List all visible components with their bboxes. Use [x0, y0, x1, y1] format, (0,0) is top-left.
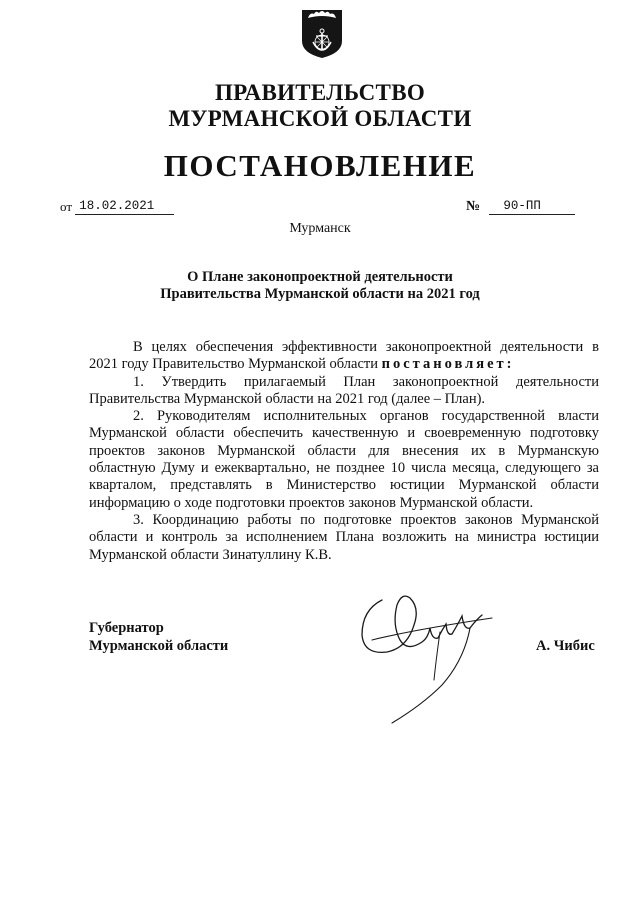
document-body: [89, 339, 599, 564]
number-prefix: №: [466, 199, 481, 214]
clause-2: 2. Руководителям исполнительных органов государственной власти Мурманской области обеспечить качественную и своевременную подготовку проектов законов Мурманской области для внесения их в Мурманскую областную Думу и ежеквартально, не позднее 10 числа месяца, следующего за кварталом, представлять в Министерство юстиции Мурманской области информацию о ходе подготовки проектов законов Мурманской области.: [89, 408, 599, 511]
government-title-line1: ПРАВИТЕЛЬСТВО: [214, 80, 426, 105]
date-value: 18.02.2021: [75, 198, 174, 215]
decree-word: постановляет:: [381, 356, 515, 373]
clause-1: 1. Утвердить прилагаемый План законопроектной деятельности Правительства Мурманской области на 2021 год (далее – План).: [89, 373, 599, 407]
date-prefix: от: [60, 199, 73, 214]
signatory-title: [89, 619, 228, 655]
number-field: [466, 198, 575, 215]
signatory-title-line1: Губернатор: [89, 620, 164, 636]
subject-line2: Правительства Мурманской области на 2021 год: [160, 286, 480, 302]
intro-text: В целях обеспечения эффективности законопроектной деятельности в 2021 году Правительство Мурманской области: [89, 339, 599, 373]
handwritten-signature: [352, 580, 502, 730]
coat-of-arms-emblem: [301, 9, 343, 59]
intro-paragraph: [89, 339, 599, 374]
date-field: [60, 198, 174, 215]
signatory-name: А. Чибис: [536, 638, 595, 654]
clause-3: 3. Координацию работы по подготовке проектов законов Мурманской области и контроль за исполнением Плана возложить на министра юстиции Мурманской области Зинатуллину К.В.: [89, 511, 599, 563]
document-type-heading: ПОСТАНОВЛЕНИЕ: [163, 148, 477, 183]
signatory-title-line2: Мурманской области: [89, 638, 229, 654]
government-title-line2: МУРМАНСКОЙ ОБЛАСТИ: [168, 106, 472, 131]
number-value: 90-ПП: [489, 198, 575, 215]
subject-line1: О Плане законопроектной деятельности: [187, 269, 453, 285]
city-name: Мурманск: [289, 221, 351, 236]
